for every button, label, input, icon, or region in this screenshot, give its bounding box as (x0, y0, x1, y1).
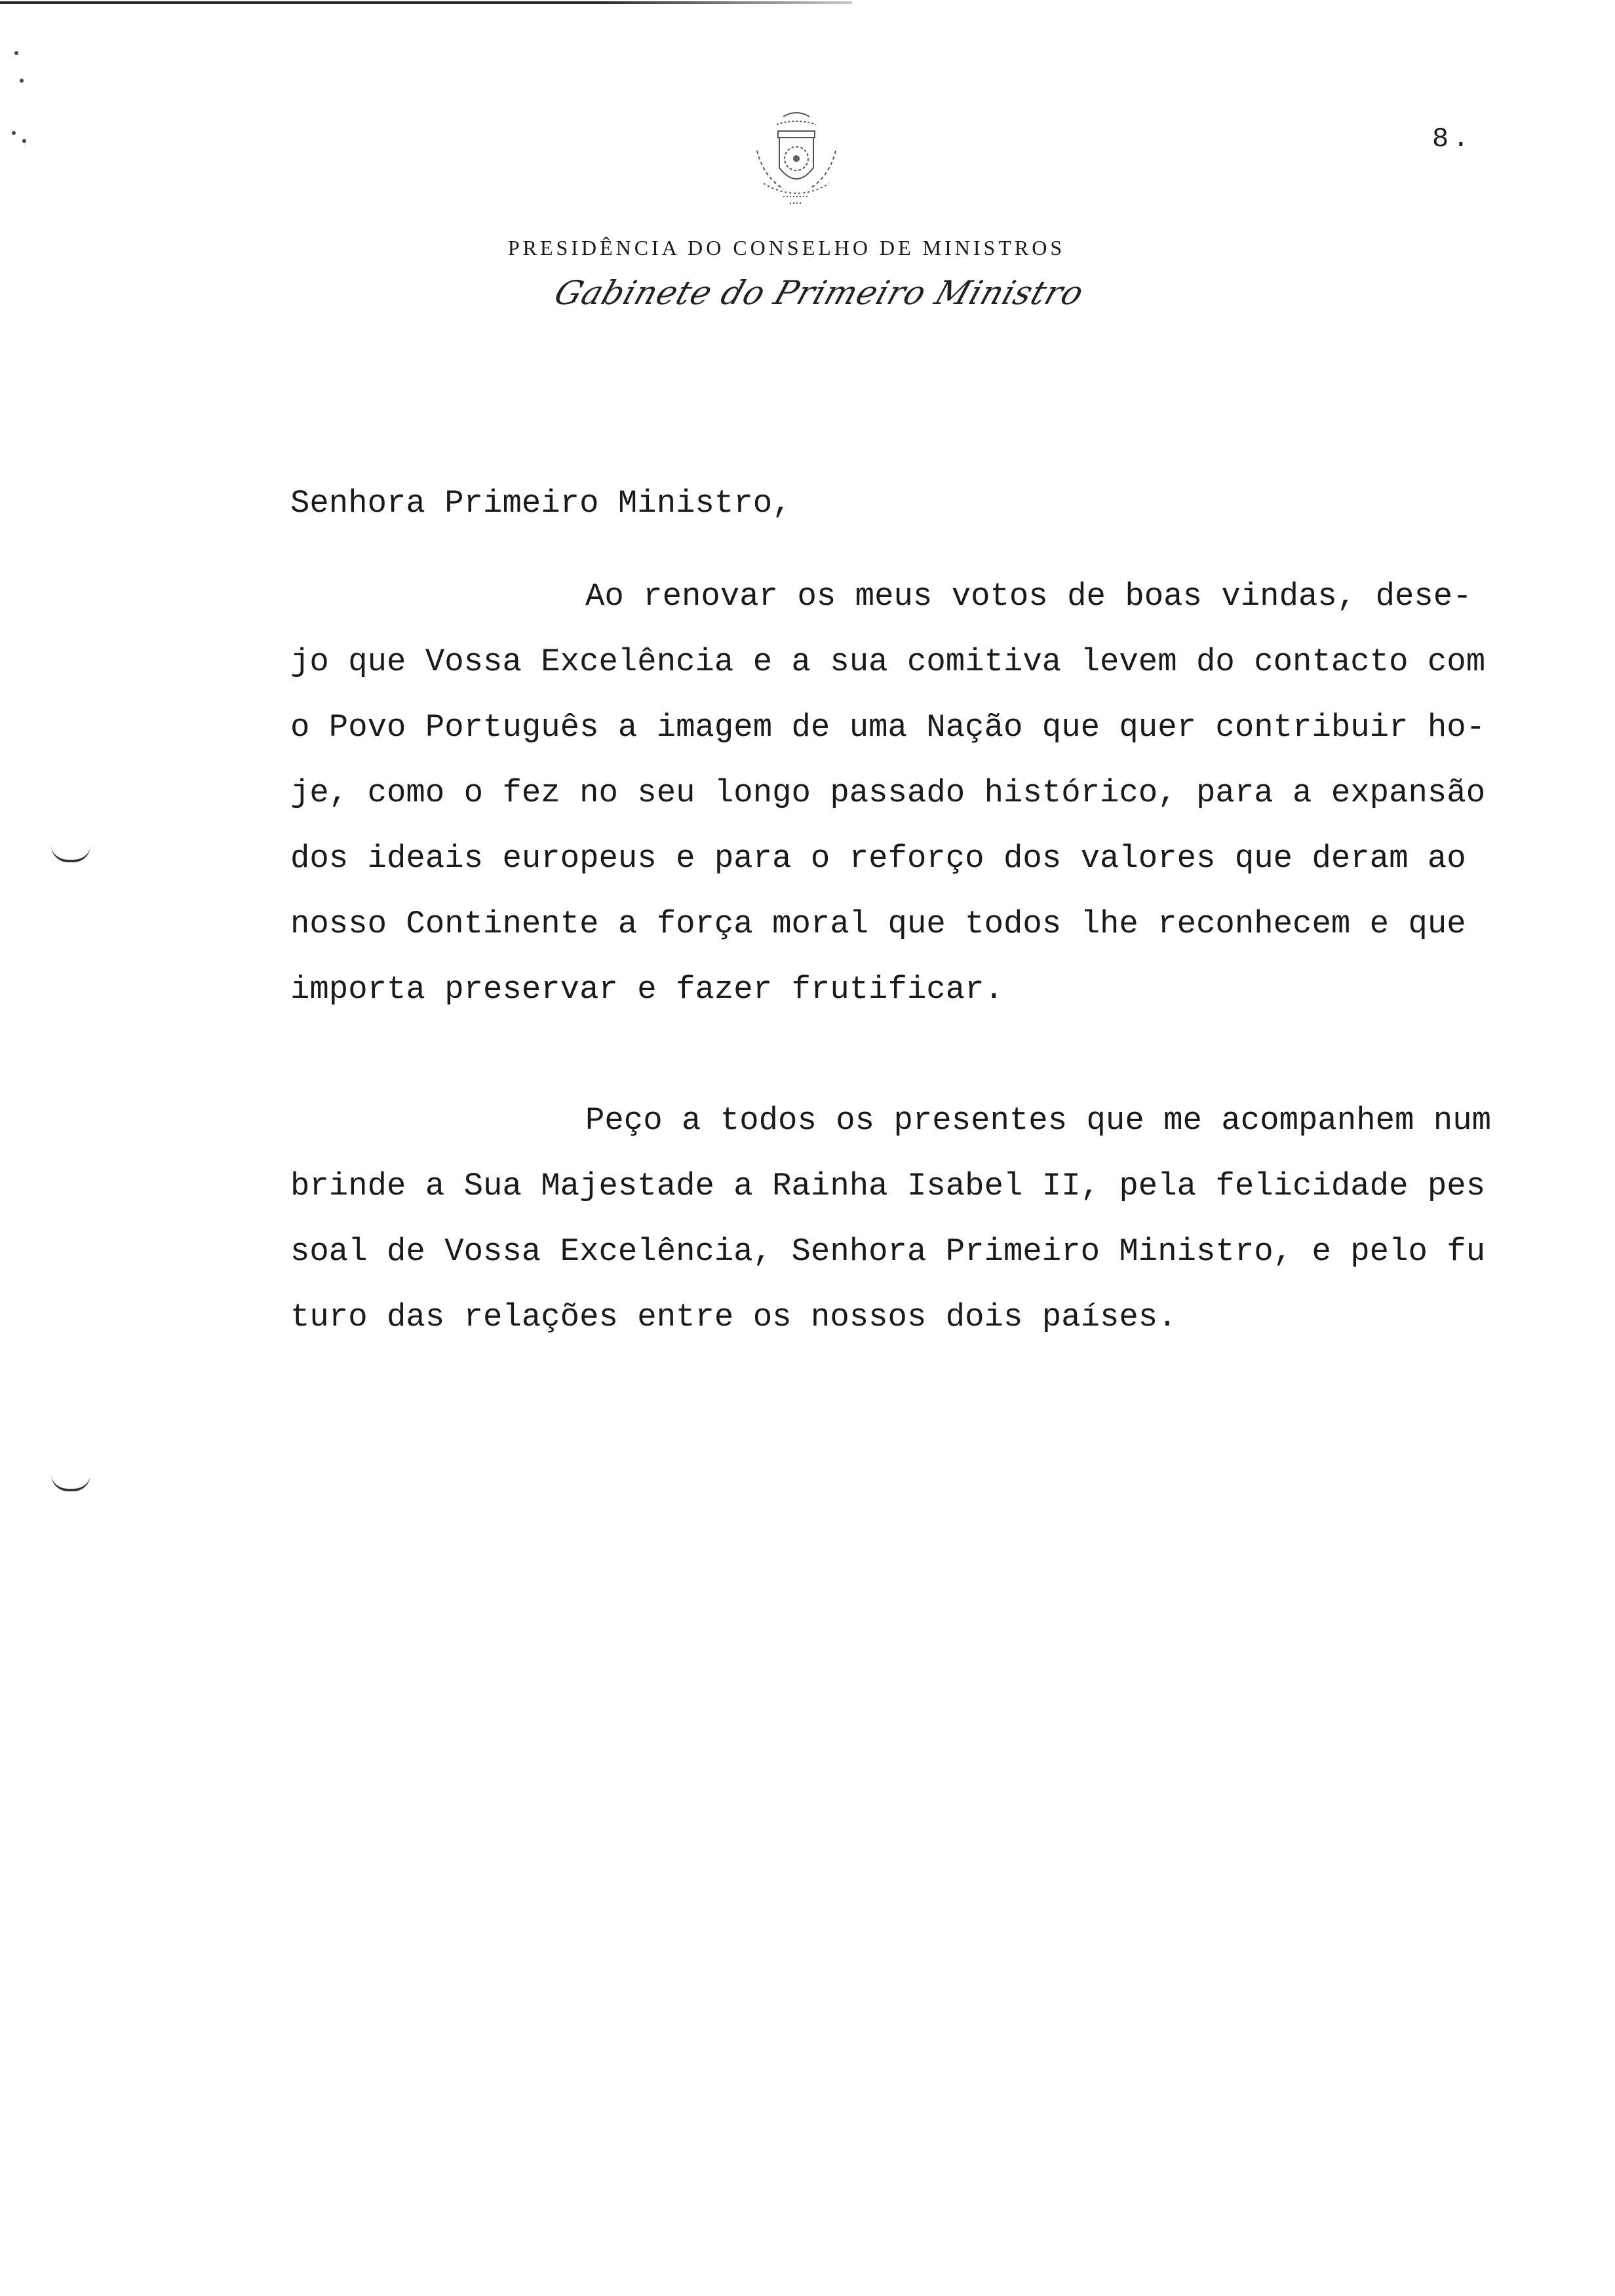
text-line: brinde a Sua Majestade a Rainha Isabel II, pela felicidade pes (290, 1168, 1486, 1204)
text-line: turo das relações entre os nossos dois países. (290, 1299, 1177, 1335)
text-line: Ao renovar os meus votos de boas vindas, dese- (585, 578, 1472, 615)
scan-speck (14, 51, 18, 55)
office-name: Gabinete do Primeiro Ministro (549, 274, 1089, 312)
text-line: Peço a todos os presentes que me acompanhem num (585, 1102, 1492, 1139)
page-number: 8. (1432, 123, 1473, 155)
text-line: soal de Vossa Excelência, Senhora Primeiro Ministro, e pelo fu (290, 1233, 1486, 1270)
text-line: jo que Vossa Excelência e a sua comitiva levem do contacto com (290, 643, 1486, 680)
binder-hole-mark (51, 1474, 90, 1491)
text-line: o Povo Português a imagem de uma Nação que quer contribuir ho- (290, 709, 1486, 746)
text-line: dos ideais europeus e para o reforço dos valores que deram ao (290, 840, 1466, 877)
scan-speck (22, 139, 26, 143)
scan-edge-line (0, 1, 852, 4)
text-line: importa preservar e fazer frutificar. (290, 971, 1003, 1008)
binder-hole-mark (51, 845, 90, 862)
paragraph (290, 1101, 1516, 1363)
paragraph (290, 577, 1516, 1035)
letterhead-title: PRESIDÊNCIA DO CONSELHO DE MINISTROS (507, 236, 1066, 259)
scan-speck (12, 131, 16, 135)
text-line: je, como o fez no seu longo passado histórico, para a expansão (290, 775, 1486, 811)
salutation: Senhora Primeiro Ministro, (290, 485, 792, 522)
text-line: nosso Continente a força moral que todos lhe reconhecem e que (290, 906, 1466, 942)
coat-of-arms-icon (737, 105, 855, 223)
scan-speck (20, 79, 24, 83)
